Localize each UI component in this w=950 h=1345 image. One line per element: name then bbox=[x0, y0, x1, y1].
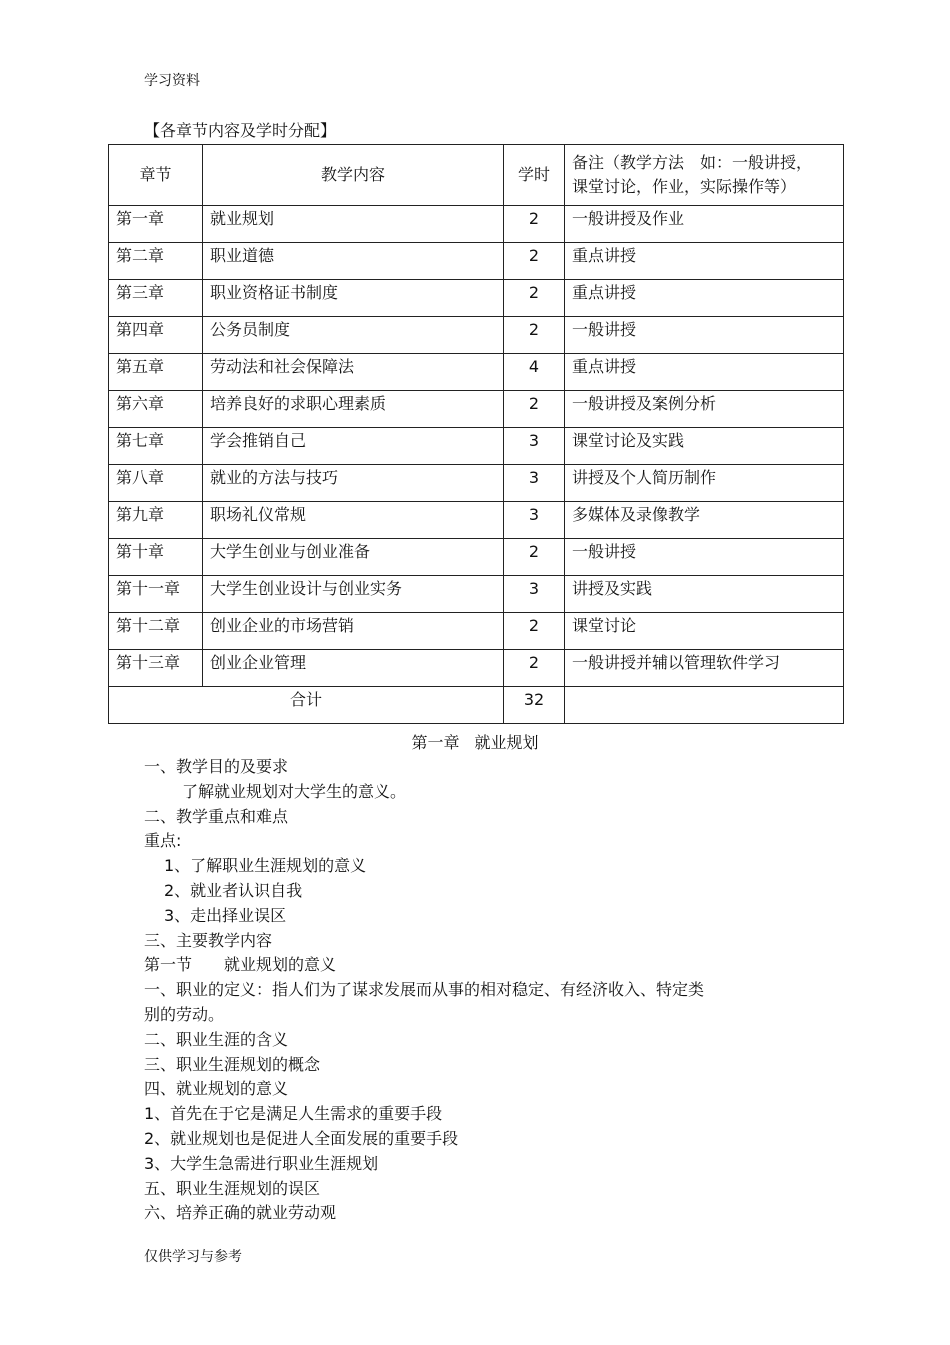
cell-note: 多媒体及录像教学 bbox=[565, 502, 844, 539]
cell-note: 讲授及个人简历制作 bbox=[565, 465, 844, 502]
cell-hours: 3 bbox=[504, 465, 565, 502]
cell-content: 职场礼仪常规 bbox=[203, 502, 504, 539]
cell-hours: 2 bbox=[504, 280, 565, 317]
cell-hours: 3 bbox=[504, 428, 565, 465]
table-row bbox=[109, 317, 844, 354]
body-line: 五、职业生涯规划的误区 bbox=[144, 1178, 321, 1198]
cell-hours: 3 bbox=[504, 502, 565, 539]
table-row bbox=[109, 280, 844, 317]
list-item: 1、首先在于它是满足人生需求的重要手段 bbox=[144, 1104, 443, 1124]
list-item: 3、走出择业误区 bbox=[164, 905, 287, 925]
cell-hours: 2 bbox=[504, 650, 565, 687]
table-row bbox=[109, 502, 844, 539]
cell-chapter: 第九章 bbox=[109, 502, 203, 539]
cell-chapter: 第十三章 bbox=[109, 650, 203, 687]
cell-hours: 2 bbox=[504, 243, 565, 280]
table-row bbox=[109, 206, 844, 243]
body-line: 别的劳动。 bbox=[144, 1004, 225, 1024]
chapter-body bbox=[144, 755, 784, 1226]
header-hours: 学时 bbox=[504, 145, 565, 206]
cell-note: 一般讲授 bbox=[565, 539, 844, 576]
cell-hours: 2 bbox=[504, 391, 565, 428]
body-line: 一、职业的定义：指人们为了谋求发展而从事的相对稳定、有经济收入、特定类 bbox=[144, 980, 705, 1000]
cell-chapter: 第六章 bbox=[109, 391, 203, 428]
cell-note: 重点讲授 bbox=[565, 354, 844, 391]
table-caption: 【各章节内容及学时分配】 bbox=[144, 121, 337, 140]
cell-content: 创业企业的市场营销 bbox=[203, 613, 504, 650]
cell-chapter: 第三章 bbox=[109, 280, 203, 317]
section-heading: 一、教学目的及要求 bbox=[144, 757, 289, 776]
cell-note: 课堂讨论及实践 bbox=[565, 428, 844, 465]
cell-note: 一般讲授及作业 bbox=[565, 206, 844, 243]
cell-content: 职业道德 bbox=[203, 243, 504, 280]
cell-note: 一般讲授并辅以管理软件学习 bbox=[565, 650, 844, 687]
header-note-line-2: 课堂讨论，作业，实际操作等） bbox=[572, 177, 797, 196]
chapter-hours-table bbox=[108, 144, 844, 724]
cell-content: 培养良好的求职心理素质 bbox=[203, 391, 504, 428]
table-row bbox=[109, 243, 844, 280]
table-header-row bbox=[109, 145, 844, 206]
cell-chapter: 第十章 bbox=[109, 539, 203, 576]
cell-note: 重点讲授 bbox=[565, 280, 844, 317]
subsection-heading: 第一节 就业规划的意义 bbox=[144, 955, 337, 975]
table-row bbox=[109, 428, 844, 465]
list-item: 2、就业规划也是促进人全面发展的重要手段 bbox=[144, 1128, 459, 1148]
table-row bbox=[109, 465, 844, 502]
cell-hours: 4 bbox=[504, 354, 565, 391]
table-row bbox=[109, 391, 844, 428]
total-hours: 32 bbox=[504, 687, 565, 724]
header-note-line-1: 备注（教学方法 如：一般讲授， bbox=[572, 153, 813, 172]
body-line: 二、职业生涯的含义 bbox=[144, 1029, 289, 1049]
cell-chapter: 第二章 bbox=[109, 243, 203, 280]
cell-note: 课堂讨论 bbox=[565, 613, 844, 650]
body-line: 重点: bbox=[144, 831, 182, 851]
list-item: 3、大学生急需进行职业生涯规划 bbox=[144, 1153, 379, 1173]
header-note bbox=[565, 145, 844, 206]
table-row bbox=[109, 613, 844, 650]
body-line: 了解就业规划对大学生的意义。 bbox=[182, 781, 407, 801]
table-row bbox=[109, 354, 844, 391]
table-row bbox=[109, 539, 844, 576]
cell-hours: 2 bbox=[504, 206, 565, 243]
cell-chapter: 第十一章 bbox=[109, 576, 203, 613]
cell-hours: 2 bbox=[504, 539, 565, 576]
total-label: 合计 bbox=[109, 687, 504, 724]
cell-content: 公务员制度 bbox=[203, 317, 504, 354]
body-line: 六、培养正确的就业劳动观 bbox=[144, 1203, 337, 1223]
cell-hours: 3 bbox=[504, 576, 565, 613]
list-item: 1、了解职业生涯规划的意义 bbox=[164, 856, 367, 876]
header-content: 教学内容 bbox=[203, 145, 504, 206]
cell-content: 学会推销自己 bbox=[203, 428, 504, 465]
cell-hours: 2 bbox=[504, 613, 565, 650]
table-row bbox=[109, 576, 844, 613]
cell-hours: 2 bbox=[504, 317, 565, 354]
section-heading: 二、教学重点和难点 bbox=[144, 806, 289, 826]
table-row bbox=[109, 650, 844, 687]
cell-chapter: 第七章 bbox=[109, 428, 203, 465]
cell-content: 大学生创业设计与创业实务 bbox=[203, 576, 504, 613]
cell-note: 一般讲授及案例分析 bbox=[565, 391, 844, 428]
cell-chapter: 第一章 bbox=[109, 206, 203, 243]
cell-note: 讲授及实践 bbox=[565, 576, 844, 613]
cell-content: 劳动法和社会保障法 bbox=[203, 354, 504, 391]
total-note-empty bbox=[565, 687, 844, 724]
body-line: 四、就业规划的意义 bbox=[144, 1079, 289, 1099]
header-chapter: 章节 bbox=[109, 145, 203, 206]
page-footer-note: 仅供学习与参考 bbox=[144, 1249, 242, 1265]
cell-content: 就业规划 bbox=[203, 206, 504, 243]
cell-chapter: 第十二章 bbox=[109, 613, 203, 650]
chapter-title: 第一章 就业规划 bbox=[411, 733, 539, 752]
section-heading: 三、主要教学内容 bbox=[144, 930, 273, 950]
body-line: 三、职业生涯规划的概念 bbox=[144, 1054, 321, 1074]
cell-content: 大学生创业与创业准备 bbox=[203, 539, 504, 576]
cell-content: 就业的方法与技巧 bbox=[203, 465, 504, 502]
page-header-note: 学习资料 bbox=[144, 73, 200, 89]
cell-chapter: 第八章 bbox=[109, 465, 203, 502]
cell-content: 创业企业管理 bbox=[203, 650, 504, 687]
cell-chapter: 第四章 bbox=[109, 317, 203, 354]
list-item: 2、就业者认识自我 bbox=[164, 880, 303, 900]
cell-note: 一般讲授 bbox=[565, 317, 844, 354]
table-total-row bbox=[109, 687, 844, 724]
cell-content: 职业资格证书制度 bbox=[203, 280, 504, 317]
cell-note: 重点讲授 bbox=[565, 243, 844, 280]
cell-chapter: 第五章 bbox=[109, 354, 203, 391]
